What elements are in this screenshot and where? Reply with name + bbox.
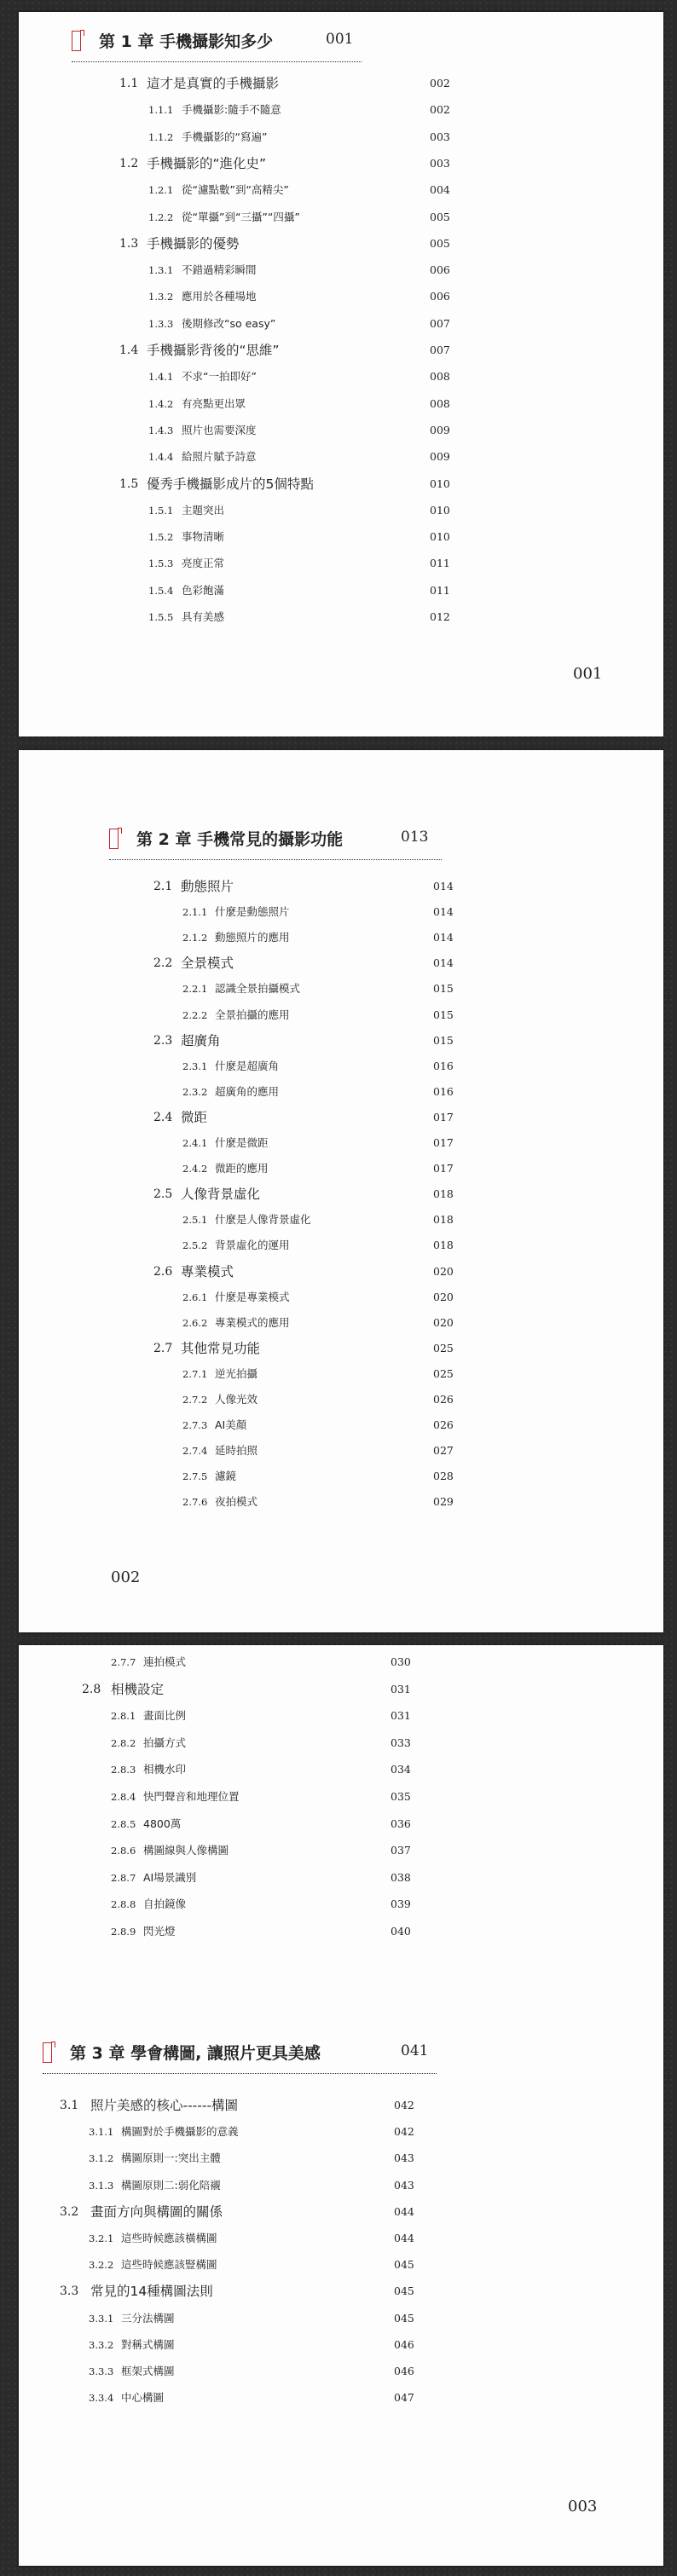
entry-number: 1.1.1 [148, 104, 174, 117]
entry-number: 1.5.2 [148, 531, 174, 544]
toc-page-1 [19, 12, 663, 736]
entry-number: 2.3 [153, 1033, 173, 1048]
entry-number: 1.2.2 [148, 211, 174, 223]
entry-page-number: 008 [430, 370, 450, 384]
toc-subsection-entry[interactable] [19, 2174, 663, 2198]
entry-number: 1.5 [119, 477, 139, 491]
toc-section-entry[interactable] [19, 338, 663, 362]
entry-page-number: 029 [433, 1495, 454, 1509]
entry-number: 2.3.2 [182, 1085, 208, 1098]
toc-subsection-entry[interactable] [19, 1650, 663, 1674]
entry-number: 1.1 [119, 77, 139, 90]
entry-number: 1.2.1 [148, 184, 174, 197]
entry-number: 2.4.2 [182, 1163, 208, 1175]
toc-subsection-entry[interactable] [19, 258, 663, 282]
entry-title: 4800萬 [143, 1816, 182, 1830]
entry-number: 2.7.1 [182, 1367, 208, 1380]
toc-section-entry[interactable] [19, 72, 663, 95]
entry-number: 3.1 [60, 2099, 79, 2112]
entry-title: 逆光拍攝 [215, 1366, 258, 1380]
entry-title: 什麼是專業模式 [215, 1290, 290, 1303]
entry-page-number: 011 [430, 583, 450, 597]
toc-page-2 [19, 750, 663, 1632]
entry-page-number: 033 [391, 1736, 411, 1749]
toc-section-entry[interactable] [19, 875, 663, 898]
entry-page-number: 002 [430, 77, 450, 90]
entry-number: 2.4 [153, 1110, 173, 1124]
toc-section-entry[interactable] [19, 1182, 663, 1206]
chapter-marker-icon [109, 829, 119, 849]
toc-subsection-entry[interactable] [19, 312, 663, 336]
toc-subsection-entry[interactable] [19, 1208, 663, 1232]
entry-page-number: 026 [433, 1393, 454, 1406]
entry-number: 3.3.3 [89, 2365, 114, 2377]
entry-title: 對稱式構圖 [121, 2337, 175, 2351]
entry-title: 全景模式 [181, 956, 234, 972]
entry-number: 2.6 [153, 1264, 173, 1279]
chapter-title: 第 2 章 手機常見的攝影功能 [136, 830, 344, 849]
entry-number: 3.2.2 [89, 2259, 114, 2272]
entry-page-number: 015 [433, 1008, 454, 1021]
entry-number: 3.2.1 [89, 2232, 114, 2244]
entry-page-number: 045 [394, 2311, 414, 2325]
entry-title: AI場景識別 [143, 1870, 197, 1884]
entry-number: 1.5.4 [148, 584, 174, 597]
entry-page-number: 014 [433, 931, 454, 944]
entry-number: 2.5 [153, 1187, 173, 1202]
entry-title: 什麼是動態照片 [215, 905, 290, 919]
toc-subsection-entry[interactable] [19, 605, 663, 629]
entry-title: 閃光燈 [143, 1925, 176, 1938]
entry-page-number: 020 [433, 1264, 454, 1278]
entry-page-number: 007 [430, 316, 450, 330]
entry-page-number: 014 [433, 880, 454, 892]
toc-subsection-entry[interactable] [19, 1311, 663, 1335]
entry-number: 2.7 [153, 1341, 173, 1355]
entry-page-number: 014 [433, 905, 454, 919]
entry-number: 3.3.1 [89, 2312, 114, 2325]
toc-subsection-entry[interactable] [19, 1839, 663, 1863]
entry-title: 手機攝影的“寫遍” [182, 130, 268, 143]
entry-title: 其他常見功能 [181, 1340, 261, 1356]
toc-subsection-entry[interactable] [19, 445, 663, 469]
entry-page-number: 010 [430, 503, 450, 517]
entry-number: 2.6.1 [182, 1291, 208, 1303]
toc-subsection-entry[interactable] [19, 1439, 663, 1463]
entry-number: 2.8 [82, 1682, 101, 1696]
entry-number: 1.2 [119, 156, 139, 170]
toc-subsection-entry[interactable] [19, 1080, 663, 1104]
toc-subsection-entry[interactable] [19, 1362, 663, 1386]
toc-subsection-entry[interactable] [19, 1866, 663, 1890]
toc-subsection-entry[interactable] [19, 2120, 663, 2144]
entry-page-number: 043 [394, 2178, 414, 2192]
entry-number: 2.2.2 [182, 1008, 208, 1021]
toc-subsection-entry[interactable] [19, 2146, 663, 2170]
entry-page-number: 015 [433, 1033, 454, 1047]
toc-subsection-entry[interactable] [19, 2253, 663, 2277]
entry-page-number: 009 [430, 423, 450, 436]
toc-subsection-entry[interactable] [19, 365, 663, 389]
toc-subsection-entry[interactable] [19, 178, 663, 202]
toc-subsection-entry[interactable] [19, 525, 663, 549]
entry-page-number: 005 [430, 210, 450, 223]
entry-page-number: 017 [433, 1136, 454, 1149]
entry-title: 常見的14種構圖法則 [90, 2284, 213, 2300]
entry-title: 三分法構圖 [121, 2311, 175, 2325]
entry-page-number: 018 [433, 1239, 454, 1252]
entry-page-number: 031 [391, 1709, 411, 1723]
entry-number: 3.3.2 [89, 2338, 114, 2351]
entry-title: 具有美感 [182, 610, 225, 623]
entry-number: 3.3.4 [89, 2392, 114, 2405]
entry-page-number: 039 [391, 1897, 411, 1911]
entry-page-number: 042 [394, 2125, 414, 2139]
toc-section-entry[interactable] [19, 2200, 663, 2224]
entry-title: 照片也需要深度 [182, 423, 257, 436]
entry-title: 手機攝影背後的“思維” [147, 343, 280, 358]
toc-section-entry[interactable] [19, 1260, 663, 1284]
entry-title: 後期修改“so easy” [182, 316, 276, 330]
toc-subsection-entry[interactable] [19, 1758, 663, 1782]
entry-page-number: 047 [394, 2391, 414, 2405]
entry-page-number: 003 [430, 130, 450, 143]
entry-title: 給照片賦予詩意 [182, 450, 257, 464]
entry-title: 事物清晰 [182, 530, 225, 544]
entry-number: 2.6.2 [182, 1316, 208, 1329]
entry-page-number: 004 [430, 183, 450, 197]
entry-title: 延時拍照 [215, 1444, 258, 1458]
entry-title: 手機攝影的“進化史” [147, 155, 267, 171]
entry-number: 2.7.6 [182, 1496, 208, 1509]
toc-subsection-entry[interactable] [19, 2227, 663, 2250]
toc-subsection-entry[interactable] [19, 1812, 663, 1836]
toc-section-entry[interactable] [19, 1029, 663, 1053]
toc-section-entry[interactable] [19, 2279, 663, 2303]
entry-page-number: 014 [433, 956, 454, 970]
entry-number: 2.7.4 [182, 1445, 208, 1458]
entry-title: 微距 [181, 1109, 208, 1125]
entry-page-number: 026 [433, 1418, 454, 1432]
entry-title: 快門聲音和地理位置 [143, 1790, 240, 1803]
toc-subsection-entry[interactable] [19, 285, 663, 309]
toc-subsection-entry[interactable] [19, 977, 663, 1001]
entry-title: 動態照片的應用 [215, 931, 290, 944]
entry-page-number: 042 [394, 2099, 414, 2111]
entry-title: 畫面比例 [143, 1709, 187, 1723]
chapter-page-number: 001 [326, 31, 354, 48]
entry-page-number: 008 [430, 396, 450, 410]
entry-page-number: 027 [433, 1444, 454, 1458]
entry-number: 2.7.3 [182, 1419, 208, 1432]
entry-title: 人像背景虛化 [181, 1187, 261, 1203]
toc-subsection-entry[interactable] [19, 98, 663, 122]
entry-page-number: 018 [433, 1187, 454, 1201]
toc-subsection-entry[interactable] [19, 2333, 663, 2357]
chapter-2-heading[interactable] [109, 825, 442, 860]
entry-title: 從“單攝”到“三攝”“四攝” [182, 210, 300, 223]
entry-title: 色彩飽滿 [182, 583, 225, 597]
toc-subsection-entry[interactable] [19, 1490, 663, 1514]
entry-number: 1.4.1 [148, 371, 174, 384]
entry-number: 1.5.3 [148, 557, 174, 570]
entry-number: 1.1.2 [148, 130, 174, 143]
toc-subsection-entry[interactable] [19, 552, 663, 575]
entry-page-number: 034 [391, 1763, 411, 1776]
toc-page-3 [19, 1645, 663, 2566]
entry-title: 超廣角 [181, 1032, 221, 1048]
entry-page-number: 025 [433, 1366, 454, 1380]
entry-number: 2.5.1 [182, 1214, 208, 1227]
toc-section-entry[interactable] [19, 951, 663, 975]
toc-section-entry[interactable] [19, 2094, 663, 2117]
toc-section-entry[interactable] [19, 1678, 663, 1701]
entry-number: 2.8.2 [111, 1736, 136, 1749]
entry-page-number: 015 [433, 982, 454, 996]
entry-title: 應用於各種場地 [182, 290, 257, 303]
entry-page-number: 031 [391, 1682, 411, 1695]
entry-page-number: 006 [430, 263, 450, 277]
entry-number: 2.8.1 [111, 1710, 136, 1723]
chapter-1-heading[interactable] [72, 27, 362, 62]
chapter-title: 第 1 章 手機攝影知多少 [99, 32, 274, 51]
entry-title: 這才是真實的手機攝影 [147, 76, 280, 91]
toc-subsection-entry[interactable] [19, 926, 663, 950]
entry-title: 相機設定 [111, 1681, 165, 1697]
toc-subsection-entry[interactable] [19, 1285, 663, 1309]
entry-page-number: 002 [430, 103, 450, 117]
entry-title: 什麼是微距 [215, 1136, 269, 1149]
chapter-3-heading[interactable] [43, 2039, 437, 2074]
entry-number: 1.5.5 [148, 611, 174, 623]
entry-page-number: 038 [391, 1870, 411, 1884]
entry-title: 構圖對於手機攝影的意義 [121, 2125, 239, 2139]
entry-title: 拍攝方式 [143, 1736, 187, 1749]
entry-page-number: 037 [391, 1844, 411, 1857]
entry-page-number: 025 [433, 1341, 454, 1354]
entry-page-number: 043 [394, 2151, 414, 2165]
toc-subsection-entry[interactable] [19, 1054, 663, 1078]
entry-page-number: 020 [433, 1315, 454, 1329]
toc-subsection-entry[interactable] [19, 1704, 663, 1728]
entry-number: 1.4.3 [148, 424, 174, 436]
entry-page-number: 016 [433, 1059, 454, 1072]
entry-page-number: 017 [433, 1110, 454, 1123]
entry-page-number: 028 [433, 1470, 454, 1483]
entry-title: 連拍模式 [143, 1655, 187, 1668]
entry-number: 3.2 [60, 2204, 79, 2219]
entry-page-number: 035 [391, 1790, 411, 1803]
entry-number: 2.1.1 [182, 906, 208, 919]
entry-number: 2.8.6 [111, 1845, 136, 1857]
entry-number: 2.8.9 [111, 1926, 136, 1938]
entry-title: 微距的應用 [215, 1162, 269, 1175]
entry-title: 從“濾點數”到“高精尖” [182, 183, 289, 197]
entry-number: 2.8.5 [111, 1817, 136, 1830]
entry-number: 1.4.2 [148, 397, 174, 410]
entry-title: 不錯過精彩瞬間 [182, 263, 257, 277]
entry-number: 2.1 [153, 880, 173, 893]
entry-title: 什麼是人像背景虛化 [215, 1213, 311, 1227]
entry-title: 主題突出 [182, 503, 225, 517]
toc-subsection-entry[interactable] [19, 419, 663, 442]
entry-title: 全景拍攝的應用 [215, 1008, 290, 1021]
toc-subsection-entry[interactable] [19, 1003, 663, 1027]
entry-page-number: 040 [391, 1925, 411, 1938]
toc-subsection-entry[interactable] [19, 1131, 663, 1155]
toc-subsection-entry[interactable] [19, 392, 663, 416]
entry-title: 構圖線與人像構圖 [143, 1844, 229, 1857]
entry-number: 2.4.1 [182, 1137, 208, 1149]
entry-title: 手機攝影:隨手不隨意 [182, 103, 281, 117]
entry-number: 3.1.1 [89, 2126, 114, 2139]
toc-subsection-entry[interactable] [19, 579, 663, 603]
toc-subsection-entry[interactable] [19, 1920, 663, 1944]
toc-section-entry[interactable] [19, 152, 663, 176]
entry-title: 構圖原則二:弱化陪襯 [121, 2178, 221, 2192]
entry-title: 照片美感的核心------構圖 [90, 2098, 239, 2113]
chapter-title: 第 3 章 學會構圖, 讓照片更具美感 [70, 2044, 321, 2063]
entry-page-number: 045 [394, 2258, 414, 2272]
entry-number: 2.2 [153, 956, 173, 971]
entry-title: 專業模式的應用 [215, 1315, 290, 1329]
chapter-marker-icon [43, 2042, 52, 2063]
entry-title: 不求“一拍即好” [182, 370, 257, 384]
toc-section-entry[interactable] [19, 1337, 663, 1360]
entry-title: 相機水印 [143, 1763, 187, 1776]
entry-title: 這些時候應該橫構圖 [121, 2232, 217, 2244]
chapter-page-number: 041 [401, 2042, 429, 2059]
entry-page-number: 012 [430, 610, 450, 623]
toc-subsection-entry[interactable] [19, 499, 663, 523]
entry-page-number: 044 [394, 2232, 414, 2244]
toc-subsection-entry[interactable] [19, 1464, 663, 1488]
toc-section-entry[interactable] [19, 472, 663, 496]
toc-subsection-entry[interactable] [19, 1413, 663, 1437]
entry-page-number: 046 [394, 2365, 414, 2377]
entry-page-number: 020 [433, 1290, 454, 1303]
entry-number: 2.3.1 [182, 1060, 208, 1072]
entry-title: 動態照片 [181, 879, 234, 894]
entry-title: 畫面方向與構圖的關係 [90, 2203, 223, 2220]
entry-number: 2.7.5 [182, 1470, 208, 1483]
toc-subsection-entry[interactable] [19, 1892, 663, 1916]
entry-page-number: 006 [430, 290, 450, 303]
entry-title: 自拍鏡像 [143, 1897, 187, 1911]
entry-title: 超廣角的應用 [215, 1084, 280, 1098]
toc-subsection-entry[interactable] [19, 125, 663, 149]
entry-number: 2.5.2 [182, 1239, 208, 1252]
entry-title: 認識全景拍攝模式 [215, 982, 301, 996]
entry-title: 人像光效 [215, 1393, 258, 1406]
entry-page-number: 007 [430, 344, 450, 356]
page-folio: 001 [573, 665, 603, 683]
entry-page-number: 030 [391, 1655, 411, 1668]
entry-number: 2.8.4 [111, 1791, 136, 1803]
entry-page-number: 036 [391, 1816, 411, 1830]
toc-subsection-entry[interactable] [19, 1785, 663, 1809]
entry-title: AI美顏 [215, 1418, 247, 1432]
entry-title: 手機攝影的優勢 [147, 235, 240, 251]
entry-number: 1.3.3 [148, 317, 174, 330]
toc-subsection-entry[interactable] [19, 2307, 663, 2331]
entry-title: 夜拍模式 [215, 1495, 258, 1509]
entry-number: 1.3.1 [148, 264, 174, 277]
entry-number: 1.4 [119, 344, 139, 357]
entry-number: 2.8.7 [111, 1871, 136, 1884]
entry-number: 1.3.2 [148, 291, 174, 303]
toc-subsection-entry[interactable] [19, 1388, 663, 1412]
toc-subsection-entry[interactable] [19, 1233, 663, 1257]
entry-title: 構圖原則一:突出主體 [121, 2151, 221, 2165]
entry-number: 3.3 [60, 2284, 79, 2299]
entry-page-number: 016 [433, 1084, 454, 1098]
entry-page-number: 018 [433, 1213, 454, 1227]
chapter-page-number: 013 [401, 829, 429, 846]
entry-title: 這些時候應該豎構圖 [121, 2258, 217, 2272]
entry-page-number: 005 [430, 236, 450, 250]
toc-subsection-entry[interactable] [19, 900, 663, 924]
chapter-marker-icon [72, 31, 81, 51]
entry-page-number: 003 [430, 156, 450, 170]
entry-number: 2.8.3 [111, 1764, 136, 1776]
entry-page-number: 017 [433, 1162, 454, 1175]
entry-page-number: 011 [430, 557, 450, 570]
entry-title: 什麼是超廣角 [215, 1059, 280, 1072]
entry-title: 亮度正常 [182, 557, 225, 570]
entry-title: 優秀手機攝影成片的5個特點 [147, 476, 314, 492]
entry-number: 1.4.4 [148, 451, 174, 464]
page-folio: 002 [111, 1568, 141, 1586]
entry-title: 有亮點更出眾 [182, 396, 246, 410]
entry-title: 框架式構圖 [121, 2365, 175, 2377]
entry-title: 背景虛化的運用 [215, 1239, 290, 1252]
toc-subsection-entry[interactable] [19, 2386, 663, 2410]
entry-number: 2.8.8 [111, 1898, 136, 1911]
entry-title: 專業模式 [181, 1263, 234, 1279]
entry-title: 濾鏡 [215, 1470, 237, 1483]
entry-page-number: 010 [430, 530, 450, 544]
page-folio: 003 [568, 2498, 598, 2515]
entry-number: 1.3 [119, 236, 139, 251]
entry-title: 中心構圖 [121, 2391, 165, 2405]
toc-subsection-entry[interactable] [19, 1157, 663, 1181]
entry-number: 3.1.3 [89, 2179, 114, 2192]
entry-number: 2.2.1 [182, 983, 208, 996]
entry-page-number: 009 [430, 450, 450, 464]
entry-number: 3.1.2 [89, 2152, 114, 2165]
toc-subsection-entry[interactable] [19, 1731, 663, 1755]
entry-number: 2.1.2 [182, 932, 208, 944]
entry-number: 2.7.2 [182, 1394, 208, 1406]
entry-number: 1.5.1 [148, 504, 174, 517]
toc-section-entry[interactable] [19, 1106, 663, 1129]
toc-subsection-entry[interactable] [19, 2359, 663, 2383]
toc-section-entry[interactable] [19, 232, 663, 256]
entry-page-number: 045 [394, 2284, 414, 2298]
entry-number: 2.7.7 [111, 1656, 136, 1668]
entry-page-number: 046 [394, 2337, 414, 2351]
toc-subsection-entry[interactable] [19, 205, 663, 229]
entry-page-number: 010 [430, 477, 450, 490]
entry-page-number: 044 [394, 2204, 414, 2218]
